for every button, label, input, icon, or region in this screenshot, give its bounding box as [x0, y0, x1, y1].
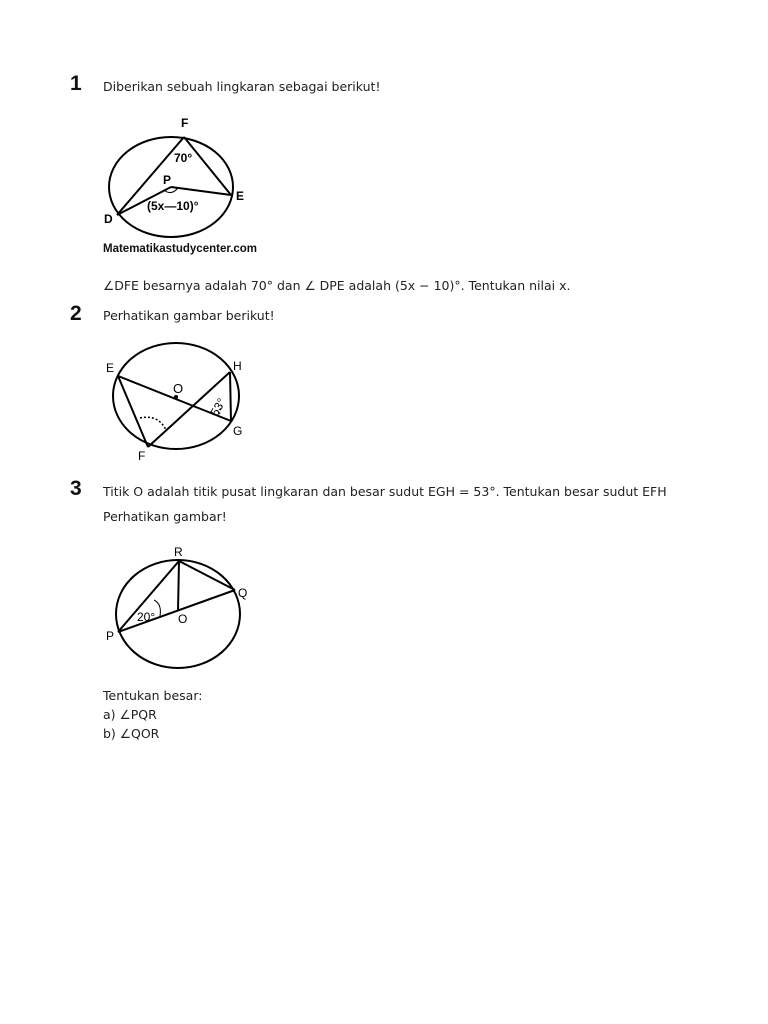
question-1-text: ∠DFE besarnya adalah 70° dan ∠ DPE adalah (5x − 10)°. Tentukan nilai x.	[103, 278, 571, 293]
question-number-3: 3	[70, 477, 82, 500]
angle-label-G: 53°	[207, 395, 229, 419]
label-E: E	[236, 189, 245, 203]
angle-label-F: 70°	[174, 151, 193, 165]
figure-credit: Matematikastudycenter.com	[103, 243, 258, 255]
question-3-instruction: Titik O adalah titik pusat lingkaran dan besar sudut EGH = 53°. Tentukan besar sudut EFH	[103, 484, 667, 499]
label-O: O	[178, 612, 188, 626]
label-G: G	[233, 424, 243, 438]
question-1-instruction: Diberikan sebuah lingkaran sebagai berikut!	[103, 79, 381, 94]
circle-figure-2	[100, 338, 260, 468]
label-Q: Q	[238, 586, 248, 600]
label-H: H	[233, 359, 242, 373]
chord-HG	[230, 372, 231, 421]
question-number-2: 2	[70, 302, 82, 325]
question-3-prompt: Tentukan besar:	[103, 688, 203, 703]
radius-PE	[171, 187, 231, 195]
label-R: R	[174, 545, 183, 559]
question-3-part-b: b) ∠QOR	[103, 726, 160, 741]
angle-arc-F	[140, 417, 166, 430]
question-number-1: 1	[70, 72, 82, 95]
circle-figure-3	[100, 540, 260, 670]
angle-label-P: 20°	[137, 610, 156, 624]
label-O: O	[173, 381, 184, 396]
label-P: P	[106, 629, 115, 643]
label-P: P	[163, 173, 172, 187]
label-D: D	[104, 212, 113, 226]
angle-label-P: (5x—10)°	[147, 199, 199, 213]
question-3-part-a: a) ∠PQR	[103, 707, 157, 722]
question-3-instruction-2: Perhatikan gambar!	[103, 509, 227, 524]
label-F: F	[181, 116, 189, 130]
radius-OR	[178, 561, 179, 611]
circle-figure-1	[100, 112, 260, 247]
label-E: E	[106, 361, 115, 375]
question-2-instruction: Perhatikan gambar berikut!	[103, 308, 275, 323]
label-F: F	[138, 449, 146, 463]
